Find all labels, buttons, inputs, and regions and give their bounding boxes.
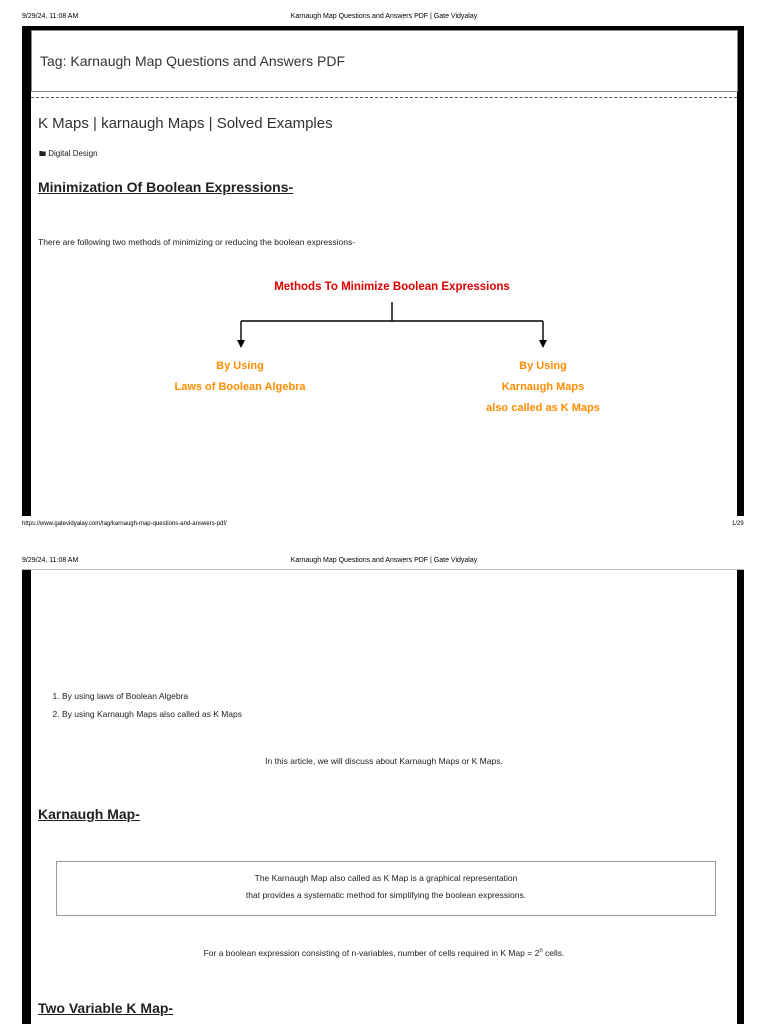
dashed-separator — [31, 97, 737, 98]
right-line-2: Karnaugh Maps — [501, 381, 585, 393]
definition-line-2: that provides a systematic method for simplifying the boolean expressions. — [245, 890, 527, 900]
diagram-arrows — [230, 298, 552, 350]
diagram-root-label: Methods To Minimize Boolean Expressions — [274, 281, 510, 293]
definition-box — [56, 861, 716, 916]
print-page-number: 1/29 — [732, 521, 744, 527]
article-title-link[interactable]: K Maps | karnaugh Maps | Solved Examples — [38, 115, 333, 132]
heading-karnaugh-map: Karnaugh Map- — [38, 806, 140, 822]
page-gap — [0, 536, 768, 550]
print-header-rule — [22, 569, 744, 570]
definition-line-1: The Karnaugh Map also called as K Map is a graphical representation — [254, 873, 518, 883]
list-item: 1. By using laws of Boolean Algebra — [62, 687, 242, 705]
cells-text-post: cells. — [542, 948, 565, 958]
folder-icon: 🖿 — [39, 151, 46, 158]
cells-text-pre: For a boolean expression consisting of n-variables, number of cells required in K Map = 2 — [203, 948, 540, 958]
print-datetime-2: 9/29/24, 11:08 AM — [22, 557, 79, 564]
right-line-1: By Using — [519, 360, 567, 372]
cells-superscript: n — [539, 948, 543, 955]
print-datetime: 9/29/24, 11:08 AM — [22, 13, 79, 20]
methods-list — [22, 687, 242, 723]
intro-text: There are following two methods of minimizing or reducing the boolean expressions- — [38, 237, 356, 247]
category-link[interactable] — [39, 149, 98, 161]
category-label: Digital Design — [48, 149, 98, 158]
diagram-left-node — [150, 356, 330, 398]
print-doc-title: Karnaugh Map Questions and Answers PDF | Gate Vidyalay — [290, 13, 478, 20]
cells-text — [0, 948, 768, 958]
print-doc-title-2: Karnaugh Map Questions and Answers PDF | Gate Vidyalay — [290, 557, 478, 564]
tag-title-box — [31, 30, 738, 92]
heading-two-variable: Two Variable K Map- — [38, 1000, 174, 1016]
list-item: 2. By using Karnaugh Maps also called as K Maps — [62, 705, 242, 723]
frame-left-border — [22, 26, 31, 516]
right-line-3: also called as K Maps — [486, 402, 600, 414]
tag-title: Tag: Karnaugh Map Questions and Answers PDF — [40, 53, 346, 69]
heading-minimization: Minimization Of Boolean Expressions- — [38, 179, 294, 195]
frame-right-border — [737, 26, 744, 516]
print-url: https://www.gatevidyalay.com/tag/karnaugh-map-questions-and-answers-pdf/ — [22, 521, 227, 527]
diagram-right-node — [448, 356, 638, 419]
discuss-text: In this article, we will discuss about Karnaugh Maps or K Maps. — [265, 756, 503, 766]
left-line-1: By Using — [216, 360, 264, 372]
left-line-2: Laws of Boolean Algebra — [174, 381, 306, 393]
